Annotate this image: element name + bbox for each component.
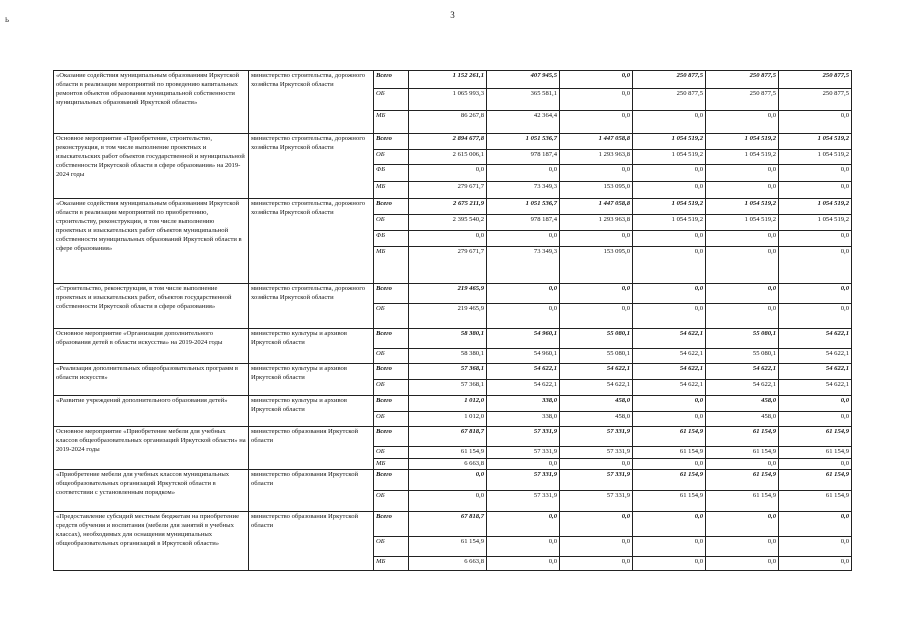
amount-cell: 61 154,9 [779, 491, 852, 512]
amount-cell: 365 581,1 [487, 89, 560, 111]
funding-source-cell: ОБ [374, 412, 409, 427]
table-row [54, 199, 852, 215]
amount-cell: 250 877,5 [779, 89, 852, 111]
amount-cell: 0,0 [706, 247, 779, 284]
amount-cell: 0,0 [633, 165, 706, 182]
amount-cell: 67 818,7 [409, 427, 487, 447]
amount-cell: 67 818,7 [409, 512, 487, 537]
amount-cell: 61 154,9 [706, 447, 779, 459]
amount-cell: 153 095,0 [560, 247, 633, 284]
amount-cell: 0,0 [633, 412, 706, 427]
amount-cell: 55 080,1 [706, 349, 779, 364]
amount-cell: 0,0 [560, 111, 633, 134]
funding-source-cell: Всего [374, 364, 409, 380]
budget-table-body [54, 71, 852, 571]
amount-cell: 0,0 [487, 165, 560, 182]
amount-cell: 2 395 540,2 [409, 215, 487, 231]
table-row [54, 284, 852, 304]
executor-cell: министерство культуры и архивов Иркутской области [249, 329, 374, 364]
amount-cell: 458,0 [560, 396, 633, 412]
funding-source-cell: Всего [374, 284, 409, 304]
amount-cell: 0,0 [706, 304, 779, 329]
funding-source-cell: МБ [374, 459, 409, 470]
amount-cell: 0,0 [409, 491, 487, 512]
amount-cell: 0,0 [706, 557, 779, 571]
table-row [54, 71, 852, 89]
amount-cell: 0,0 [560, 557, 633, 571]
amount-cell: 57 331,9 [560, 427, 633, 447]
activity-name-cell: «Предоставление субсидий местным бюджетам на приобретение средств обучения и воспитания (мебели для занятий в учебных классах), необходимых для оснащения муниципальных общеобразовательных организаций в Иркутской области» [54, 512, 249, 571]
amount-cell: 458,0 [706, 412, 779, 427]
amount-cell: 0,0 [487, 557, 560, 571]
funding-source-cell: ОБ [374, 150, 409, 165]
amount-cell: 1 012,0 [409, 396, 487, 412]
amount-cell: 0,0 [779, 557, 852, 571]
amount-cell: 0,0 [560, 304, 633, 329]
amount-cell: 0,0 [633, 182, 706, 199]
amount-cell: 0,0 [633, 537, 706, 557]
amount-cell: 61 154,9 [409, 447, 487, 459]
funding-source-cell: ОБ [374, 89, 409, 111]
amount-cell: 1 054 519,2 [706, 134, 779, 150]
amount-cell: 0,0 [779, 304, 852, 329]
amount-cell: 0,0 [560, 231, 633, 247]
amount-cell: 279 671,7 [409, 182, 487, 199]
amount-cell: 1 054 519,2 [779, 215, 852, 231]
funding-source-cell: Всего [374, 512, 409, 537]
amount-cell: 0,0 [779, 284, 852, 304]
funding-source-cell: ОБ [374, 537, 409, 557]
amount-cell: 0,0 [409, 231, 487, 247]
funding-source-cell: МБ [374, 111, 409, 134]
amount-cell: 54 622,1 [706, 364, 779, 380]
amount-cell: 61 154,9 [779, 470, 852, 491]
amount-cell: 1 054 519,2 [779, 199, 852, 215]
amount-cell: 57 368,1 [409, 380, 487, 396]
amount-cell: 0,0 [409, 165, 487, 182]
amount-cell: 6 663,8 [409, 459, 487, 470]
amount-cell: 61 154,9 [706, 470, 779, 491]
amount-cell: 0,0 [779, 412, 852, 427]
amount-cell: 57 331,9 [487, 427, 560, 447]
amount-cell: 1 051 536,7 [487, 199, 560, 215]
table-row [54, 512, 852, 537]
amount-cell: 57 331,9 [560, 491, 633, 512]
amount-cell: 73 349,3 [487, 182, 560, 199]
amount-cell: 61 154,9 [633, 447, 706, 459]
amount-cell: 54 622,1 [560, 364, 633, 380]
amount-cell: 58 380,1 [409, 329, 487, 349]
amount-cell: 0,0 [487, 512, 560, 537]
activity-name-cell: «Развитие учреждений дополнительного образования детей» [54, 396, 249, 427]
corner-mark: ь [5, 14, 10, 24]
funding-source-cell: Всего [374, 427, 409, 447]
amount-cell: 0,0 [706, 459, 779, 470]
budget-table [53, 70, 852, 571]
amount-cell: 1 293 963,8 [560, 150, 633, 165]
amount-cell: 0,0 [487, 231, 560, 247]
funding-source-cell: ОБ [374, 491, 409, 512]
amount-cell: 6 663,8 [409, 557, 487, 571]
amount-cell: 1 054 519,2 [633, 199, 706, 215]
amount-cell: 54 622,1 [779, 364, 852, 380]
activity-name-cell: «Реализация дополнительных общеобразовательных программ в области искусств» [54, 364, 249, 396]
amount-cell: 0,0 [633, 247, 706, 284]
amount-cell: 1 293 963,8 [560, 215, 633, 231]
amount-cell: 0,0 [487, 304, 560, 329]
amount-cell: 0,0 [487, 459, 560, 470]
amount-cell: 0,0 [633, 111, 706, 134]
amount-cell: 458,0 [560, 412, 633, 427]
amount-cell: 54 622,1 [779, 349, 852, 364]
funding-source-cell: ОБ [374, 380, 409, 396]
funding-source-cell: Всего [374, 134, 409, 150]
amount-cell: 0,0 [560, 537, 633, 557]
amount-cell: 57 331,9 [487, 470, 560, 491]
amount-cell: 61 154,9 [706, 491, 779, 512]
amount-cell: 1 054 519,2 [633, 134, 706, 150]
amount-cell: 0,0 [633, 304, 706, 329]
amount-cell: 54 622,1 [487, 364, 560, 380]
amount-cell: 86 267,8 [409, 111, 487, 134]
activity-name-cell: «Приобретение мебели для учебных классов муниципальных общеобразовательных организаций Иркутской области в соответствии с установленным порядком» [54, 470, 249, 512]
funding-source-cell: ФБ [374, 231, 409, 247]
amount-cell: 0,0 [779, 512, 852, 537]
amount-cell: 0,0 [706, 284, 779, 304]
amount-cell: 250 877,5 [706, 71, 779, 89]
executor-cell: министерство строительства, дорожного хозяйства Иркутской области [249, 199, 374, 284]
amount-cell: 0,0 [487, 537, 560, 557]
amount-cell: 0,0 [487, 284, 560, 304]
amount-cell: 2 894 677,8 [409, 134, 487, 150]
table-row [54, 396, 852, 412]
table-row [54, 134, 852, 150]
amount-cell: 1 447 058,8 [560, 199, 633, 215]
funding-source-cell: Всего [374, 329, 409, 349]
amount-cell: 0,0 [706, 182, 779, 199]
amount-cell: 0,0 [779, 537, 852, 557]
executor-cell: министерство культуры и архивов Иркутской области [249, 364, 374, 396]
table-row [54, 427, 852, 447]
amount-cell: 978 187,4 [487, 215, 560, 231]
amount-cell: 0,0 [779, 396, 852, 412]
amount-cell: 279 671,7 [409, 247, 487, 284]
amount-cell: 57 331,9 [487, 447, 560, 459]
amount-cell: 338,0 [487, 412, 560, 427]
funding-source-cell: Всего [374, 396, 409, 412]
amount-cell: 219 465,9 [409, 304, 487, 329]
amount-cell: 0,0 [560, 459, 633, 470]
amount-cell: 0,0 [779, 165, 852, 182]
funding-source-cell: ОБ [374, 349, 409, 364]
executor-cell: министерство образования Иркутской области [249, 427, 374, 470]
amount-cell: 0,0 [409, 470, 487, 491]
amount-cell: 73 349,3 [487, 247, 560, 284]
amount-cell: 0,0 [560, 71, 633, 89]
amount-cell: 0,0 [706, 111, 779, 134]
amount-cell: 0,0 [633, 284, 706, 304]
activity-name-cell: Основное мероприятие «Организация дополнительного образования детей в области искусства» на 2019-2024 годы [54, 329, 249, 364]
amount-cell: 1 054 519,2 [779, 134, 852, 150]
amount-cell: 0,0 [706, 512, 779, 537]
amount-cell: 61 154,9 [706, 427, 779, 447]
amount-cell: 0,0 [633, 231, 706, 247]
amount-cell: 1 012,0 [409, 412, 487, 427]
amount-cell: 1 054 519,2 [779, 150, 852, 165]
funding-source-cell: Всего [374, 470, 409, 491]
amount-cell: 0,0 [633, 512, 706, 537]
amount-cell: 219 465,9 [409, 284, 487, 304]
amount-cell: 54 960,1 [487, 349, 560, 364]
amount-cell: 0,0 [779, 111, 852, 134]
amount-cell: 0,0 [560, 165, 633, 182]
amount-cell: 61 154,9 [633, 491, 706, 512]
amount-cell: 54 622,1 [706, 380, 779, 396]
funding-source-cell: Всего [374, 71, 409, 89]
amount-cell: 57 331,9 [560, 470, 633, 491]
amount-cell: 0,0 [560, 284, 633, 304]
funding-source-cell: ОБ [374, 304, 409, 329]
amount-cell: 0,0 [560, 89, 633, 111]
activity-name-cell: «Строительство, реконструкция, в том числе выполнение проектных и изыскательских работ, объектов государственной собственности Иркутской области в сфере образования» [54, 284, 249, 329]
funding-source-cell: ОБ [374, 215, 409, 231]
amount-cell: 1 054 519,2 [706, 215, 779, 231]
amount-cell: 57 368,1 [409, 364, 487, 380]
amount-cell: 1 054 519,2 [706, 199, 779, 215]
amount-cell: 54 622,1 [779, 329, 852, 349]
amount-cell: 54 622,1 [633, 364, 706, 380]
amount-cell: 2 675 211,9 [409, 199, 487, 215]
amount-cell: 1 065 993,3 [409, 89, 487, 111]
executor-cell: министерство строительства, дорожного хозяйства Иркутской области [249, 134, 374, 199]
activity-name-cell: Основное мероприятие «Приобретение, строительство, реконструкция, в том числе выполнение проектных и изыскательских работ объектов государственной и муниципальной собственности Иркутской области в сфере образования» на 2019-2024 годы [54, 134, 249, 199]
amount-cell: 0,0 [706, 537, 779, 557]
amount-cell: 250 877,5 [633, 71, 706, 89]
amount-cell: 250 877,5 [633, 89, 706, 111]
funding-source-cell: Всего [374, 199, 409, 215]
amount-cell: 61 154,9 [633, 427, 706, 447]
amount-cell: 0,0 [779, 182, 852, 199]
amount-cell: 978 187,4 [487, 150, 560, 165]
amount-cell: 338,0 [487, 396, 560, 412]
executor-cell: министерство строительства, дорожного хозяйства Иркутской области [249, 284, 374, 329]
executor-cell: министерство образования Иркутской области [249, 512, 374, 571]
amount-cell: 54 622,1 [560, 380, 633, 396]
executor-cell: министерство строительства, дорожного хозяйства Иркутской области [249, 71, 374, 134]
amount-cell: 0,0 [779, 247, 852, 284]
amount-cell: 58 380,1 [409, 349, 487, 364]
amount-cell: 0,0 [706, 165, 779, 182]
amount-cell: 0,0 [633, 459, 706, 470]
executor-cell: министерство образования Иркутской области [249, 470, 374, 512]
funding-source-cell: ФБ [374, 165, 409, 182]
activity-name-cell: Основное мероприятие «Приобретение мебели для учебных классов общеобразовательных организаций Иркутской области» на 2019-2024 годы [54, 427, 249, 470]
amount-cell: 458,0 [706, 396, 779, 412]
table-row [54, 329, 852, 349]
funding-source-cell: МБ [374, 247, 409, 284]
amount-cell: 407 945,5 [487, 71, 560, 89]
amount-cell: 250 877,5 [779, 71, 852, 89]
activity-name-cell: «Оказание содействия муниципальным образованиям Иркутской области в реализации мероприятий по приобретению, строительству, реконструкции, в том числе выполнению проектных и изыскательских работ объектов муниципальной собственности муниципальных образований Иркутской области в сфере образования» [54, 199, 249, 284]
amount-cell: 0,0 [706, 231, 779, 247]
amount-cell: 0,0 [779, 459, 852, 470]
amount-cell: 0,0 [779, 231, 852, 247]
amount-cell: 61 154,9 [779, 447, 852, 459]
amount-cell: 1 054 519,2 [633, 150, 706, 165]
amount-cell: 57 331,9 [560, 447, 633, 459]
funding-source-cell: МБ [374, 182, 409, 199]
funding-source-cell: МБ [374, 557, 409, 571]
funding-source-cell: ОБ [374, 447, 409, 459]
amount-cell: 54 622,1 [487, 380, 560, 396]
amount-cell: 54 622,1 [633, 329, 706, 349]
amount-cell: 55 080,1 [560, 349, 633, 364]
amount-cell: 57 331,9 [487, 491, 560, 512]
amount-cell: 2 615 006,1 [409, 150, 487, 165]
amount-cell: 0,0 [633, 396, 706, 412]
table-row [54, 470, 852, 491]
amount-cell: 54 622,1 [633, 380, 706, 396]
amount-cell: 61 154,9 [779, 427, 852, 447]
amount-cell: 54 960,1 [487, 329, 560, 349]
amount-cell: 153 095,0 [560, 182, 633, 199]
page-number: 3 [450, 10, 455, 20]
table-row [54, 364, 852, 380]
amount-cell: 1 152 261,1 [409, 71, 487, 89]
amount-cell: 54 622,1 [633, 349, 706, 364]
amount-cell: 1 051 536,7 [487, 134, 560, 150]
activity-name-cell: «Оказание содействия муниципальным образованиям Иркутской области в реализации мероприятий по проведению капитальных ремонтов объектов образования муниципальной собственности муниципальных образований Иркутской области» [54, 71, 249, 134]
executor-cell: министерство культуры и архивов Иркутской области [249, 396, 374, 427]
amount-cell: 61 154,9 [633, 470, 706, 491]
amount-cell: 1 054 519,2 [706, 150, 779, 165]
amount-cell: 1 447 058,8 [560, 134, 633, 150]
amount-cell: 42 364,4 [487, 111, 560, 134]
amount-cell: 54 622,1 [779, 380, 852, 396]
amount-cell: 61 154,9 [409, 537, 487, 557]
amount-cell: 0,0 [560, 512, 633, 537]
amount-cell: 250 877,5 [706, 89, 779, 111]
amount-cell: 55 080,1 [560, 329, 633, 349]
amount-cell: 0,0 [633, 557, 706, 571]
amount-cell: 55 080,1 [706, 329, 779, 349]
amount-cell: 1 054 519,2 [633, 215, 706, 231]
